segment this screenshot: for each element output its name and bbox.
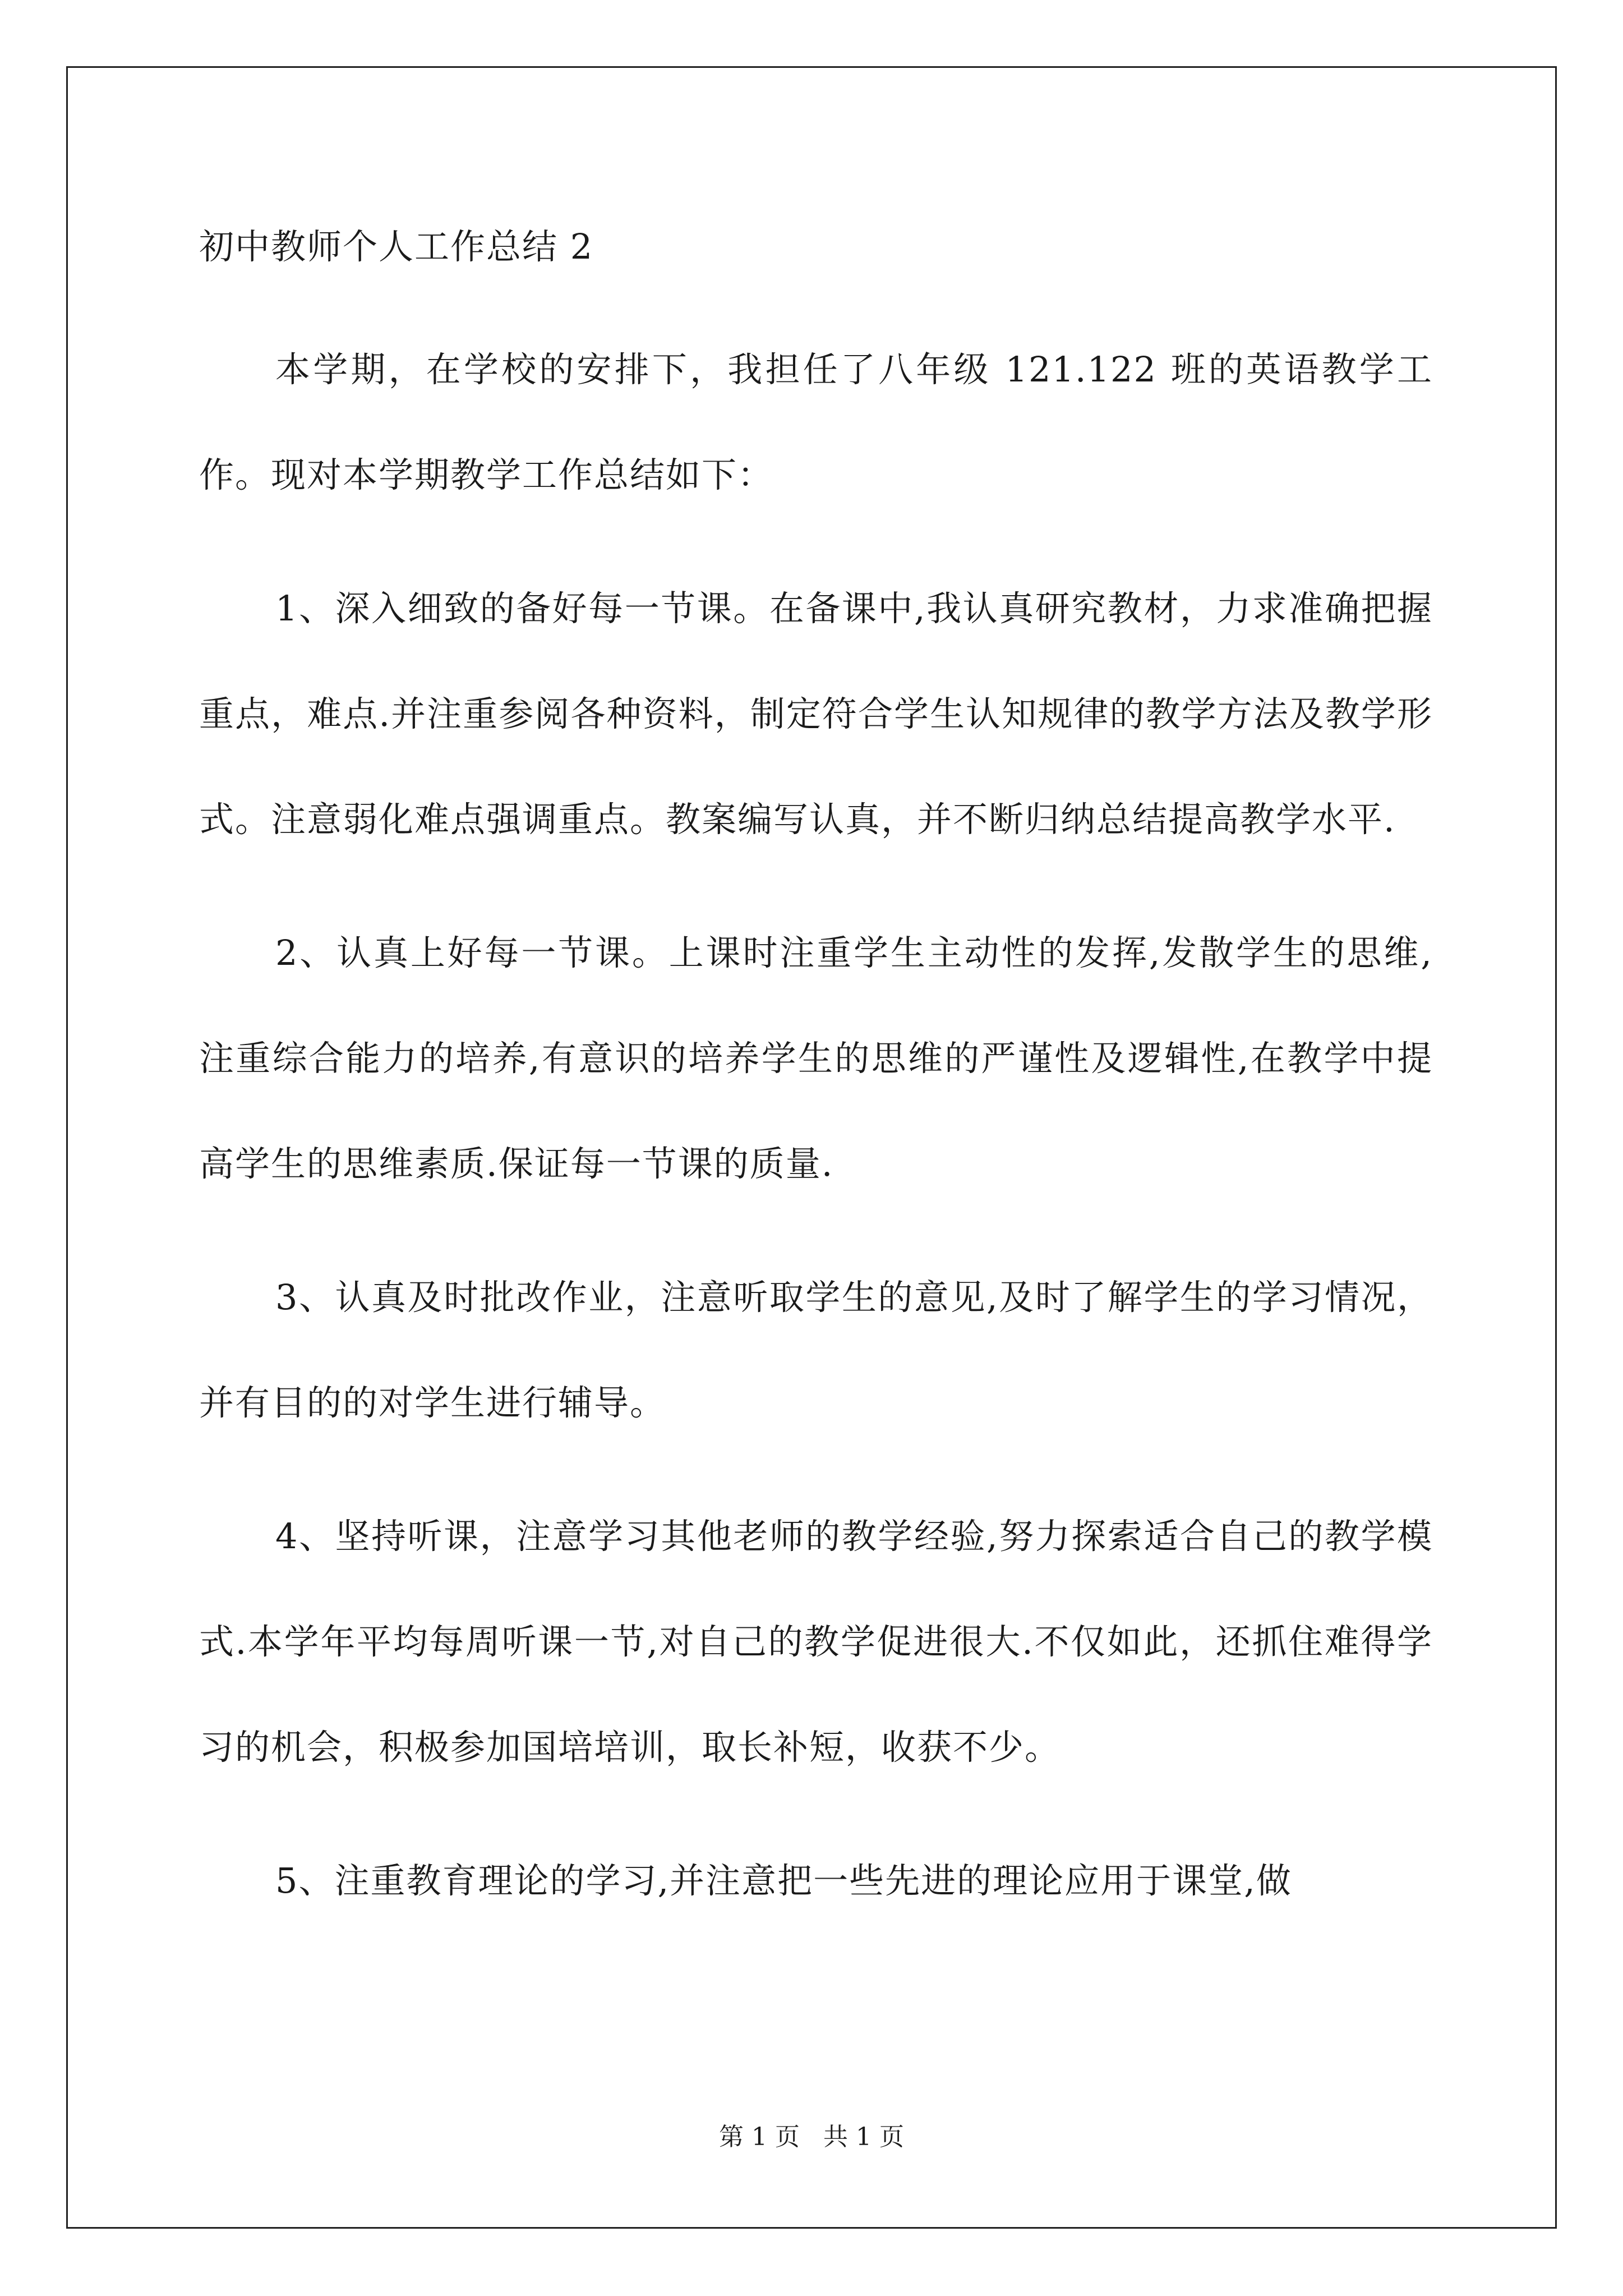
paragraph-item-3: 3、认真及时批改作业，注意听取学生的意见,及时了解学生的学习情况，并有目的的对学生进行辅导。	[199, 1277, 1433, 1423]
page-number-footer: 第 1 页 共 1 页	[719, 2123, 904, 2151]
paragraph-item-5: 5、注重教育理论的学习,并注意把一些先进的理论应用于课堂,做	[275, 1860, 1292, 1901]
paragraph-item-4: 4、坚持听课，注意学习其他老师的教学经验,努力探索适合自己的教学模式.本学年平均每周听课一节,对自己的教学促进很大.不仅如此，还抓住难得学习的机会，积极参加国培培训，取长补短，收获不少。	[199, 1516, 1433, 1768]
paragraph-item-1: 1、深入细致的备好每一节课。在备课中,我认真研究教材，力求准确把握重点，难点.并注重参阅各种资料，制定符合学生认知规律的教学方法及教学形式。注意弱化难点强调重点。教案编写认真，并不断归纳总结提高教学水平.	[199, 588, 1433, 840]
document-body	[199, 205, 1433, 1962]
document-title: 初中教师个人工作总结 2	[199, 226, 594, 267]
paragraph-item-2: 2、认真上好每一节课。上课时注重学生主动性的发挥,发散学生的思维,注重综合能力的培养,有意识的培养学生的思维的严谨性及逻辑性,在教学中提高学生的思维素质.保证每一节课的质量.	[199, 932, 1433, 1184]
paragraph-intro: 本学期，在学校的安排下，我担任了八年级 121.122 班的英语教学工作。现对本学期教学工作总结如下：	[199, 349, 1433, 495]
